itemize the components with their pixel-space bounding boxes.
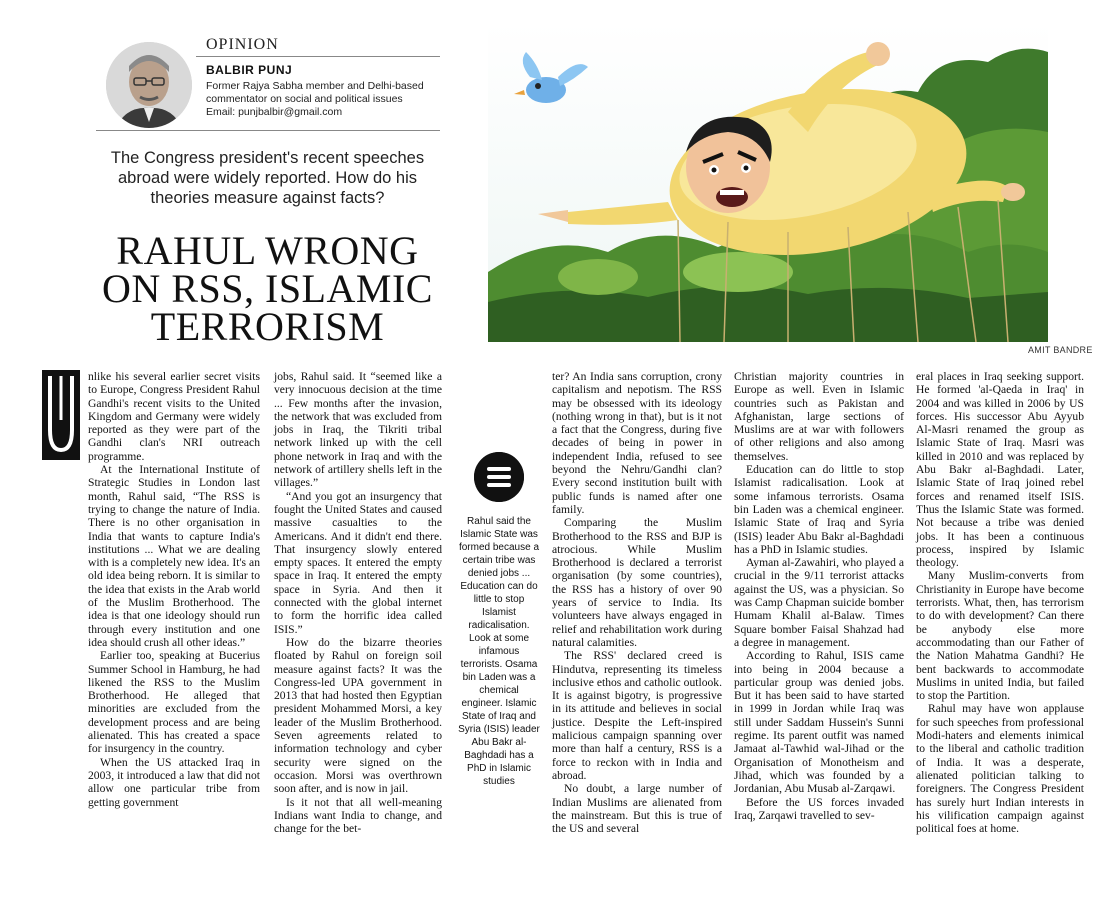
paragraph: No doubt, a large number of Indian Muslims are alienated from the mainstream. But this is true of the US and several [552,782,722,836]
divider [96,130,440,131]
paragraph: ter? An India sans corruption, crony capitalism and nepotism. The RSS may be obsessed with its ideology (nothing wrong in that), but is it not a fact that the Congress, during five decades of being in power in independent India, refused to see beyond the Nehru/Gandhi clan? Every second institution built with public funds is named after one family. [552,370,722,516]
author-description: Former Rajya Sabha member and Delhi-based commentator on social and political issues [206,80,424,105]
author-bio [206,80,436,119]
paragraph: Before the US forces invaded Iraq, Zarqawi travelled to sev- [734,795,904,822]
article-column-2 [274,370,442,835]
paragraph: Christian majority countries in Europe as well. Even in Islamic countries such as Pakistan and Afghanistan, large sections of Muslims are at war with followers of other religions and also among themselves. [734,370,904,463]
paragraph: eral places in Iraq seeking support. He formed 'al-Qaeda in Iraq' in 2004 and was killed in 2006 by US forces. His successor Abu Ayyub Al-Masri renamed the group as Islamic State of Iraq. Masri was killed in 2010 and was replaced by Abu Bakr al-Baghdadi. Later, Islamic State of Iraq joined rebel forces and renamed itself ISIS. Thus the Islamic State was formed. Not because a tribe was denied jobs. It has been a continuous process, inspired by Islamic theology. [916,370,1084,570]
paragraph: Is it not that all well-meaning Indians want India to change, and change for the bet- [274,795,442,836]
article-column-1 [88,370,260,809]
paragraph: Many Muslim-converts from Christianity in Europe have become terrorists. What, then, has terrorism to do with development? Can there be anybody else more accommodating than our Father of the Nation Mahatma Gandhi? He bent backwards to accommodate Muslims in united India, but failed to stop the Partition. [916,569,1084,703]
paragraph: How do the bizarre theories floated by Rahul on foreign soil measure against facts? It was the Congress-led UPA government in 2013 that had hosted then Egyptian president Mohammed Morsi, a key leader of the Muslim Brotherhood. Seven agreements related to information technology and cyber security were signed on the occasion. Morsi was overthrown soon after, and is now in jail. [274,635,442,796]
author-avatar [106,42,192,128]
paragraph: Education can do little to stop Islamist radicalisation. Look at some infamous terrorists. Osama bin Laden was a chemical engineer. Islamic State of Iraq and Syria (ISIS) leader Abu Bakr al-Baghdadi has a PhD in Islamic studies. [734,463,904,556]
article-column-3 [552,370,722,835]
author-name: BALBIR PUNJ [206,63,293,77]
paragraph: Rahul may have won applause for such speeches from professional Modi-haters and elements inimical to the liberal and catholic tradition of India. It was a desperate, alienated politician talking to foreigners. The Congress President has surely hurt Indian interests in his vilification campaign against political foes at home. [916,702,1084,836]
paragraph: At the International Institute of Strategic Studies in London last month, Rahul said, “The RSS is trying to change the nature of India. There is no other organisation in India that wants to capture India's institutions ... What we are dealing with is a completely new idea. It's an old idea being reborn. It is similar to the idea that exists in the Arab world of the Muslim Brotherhood. The idea is that one ideology should run through every institution and one idea should crush all other ideas.” [88,463,260,649]
illustration-credit: AMIT BANDRE [1028,345,1093,355]
paragraph: jobs, Rahul said. It “seemed like a very innocuous decision at the time ... Few months after the invasion, the network that was excluded from jobs in Iraq, the Tikriti tribal network linked up with the cell phone network in Iraq and with the network of artillery shells left in the villages.” [274,370,442,490]
drop-cap [42,370,80,460]
paragraph: The RSS' declared creed is Hindutva, representing its timeless inclusive ethos and catholic outlook. It is against bigotry, is progressive in its attitude and believes in social justice. Despite the Left-inspired malicious campaign spanning over more than half a century, RSS is a force to reckon with in India and abroad. [552,649,722,782]
paragraph: nlike his several earlier secret visits to Europe, Congress President Rahul Gandhi's recent visits to the United Kingdom and Germany were widely reported as they were part of the Gandhi clan's NRI outreach programme. [88,370,260,463]
section-label: OPINION [206,36,279,53]
pull-quote: Rahul said the Islamic State was formed because a certain tribe was denied jobs ... Education can do little to stop Islamist radicalisation. Look at some infamous terrorists. Osama bin Laden was a chemical engineer. Islamic State of Iraq and Syria (ISIS) leader Abu Bakr al-Baghdadi has a PhD in Islamic studies [458,516,540,787]
headline: RAHUL WRONG ON RSS, ISLAMIC TERRORISM [102,228,433,349]
paragraph: “And you got an insurgency that fought the United States and caused massive casualties to the Americans. And it didn't end there. That insurgency slowly entered empty spaces. It entered the empty space in Iraq. It entered the empty space in Syria. And then it connected with the global internet to form the horrific idea called ISIS.” [274,489,442,636]
article-column-5 [916,370,1084,835]
cartoon-illustration [488,22,1048,342]
divider [196,56,440,57]
article-column-4 [734,370,904,822]
quote-icon [474,452,524,502]
paragraph: Comparing the Muslim Brotherhood to the RSS and BJP is atrocious. While Muslim Brotherhood is declared a terrorist organisation (by some countries), the RSS has a history of over 90 years of service to India. Its volunteers have always engaged in relief and rehabilitation work during natural calamities. [552,516,722,649]
paragraph: Earlier too, speaking at Bucerius Summer School in Hamburg, he had likened the RSS to the Muslim Brotherhood. He alleged that minorities are excluded from the development process and are being alienated. This has created a space for insurgency in the country. [88,649,260,756]
author-email: Email: punjbalbir@gmail.com [206,106,343,118]
paragraph: When the US attacked Iraq in 2003, it introduced a law that did not allow one particular tribe from getting government [88,755,260,809]
paragraph: According to Rahul, ISIS came into being in 2004 because a particular group was denied jobs. But it has been said to have started in 1999 in Jordan while Iraq was still under Saddam Hussein's Sunni regime. Its parent outfit was named Jamaat al-Tawhid wal-Jihad or the Organisation of Monotheism and Jihad, which was founded by a Jordanian, Abu Musab al-Zarqawi. [734,649,904,796]
standfirst: The Congress president's recent speeches abroad were widely reported. How do his theories measure against facts? [110,149,425,207]
paragraph: Ayman al-Zawahiri, who played a crucial in the 9/11 terrorist attacks against the US, was a physician. So was Camp Chapman suicide bomber Humam Khalil al-Balaw. Times Square bomber Faisal Shahzad had a degree in management. [734,556,905,649]
